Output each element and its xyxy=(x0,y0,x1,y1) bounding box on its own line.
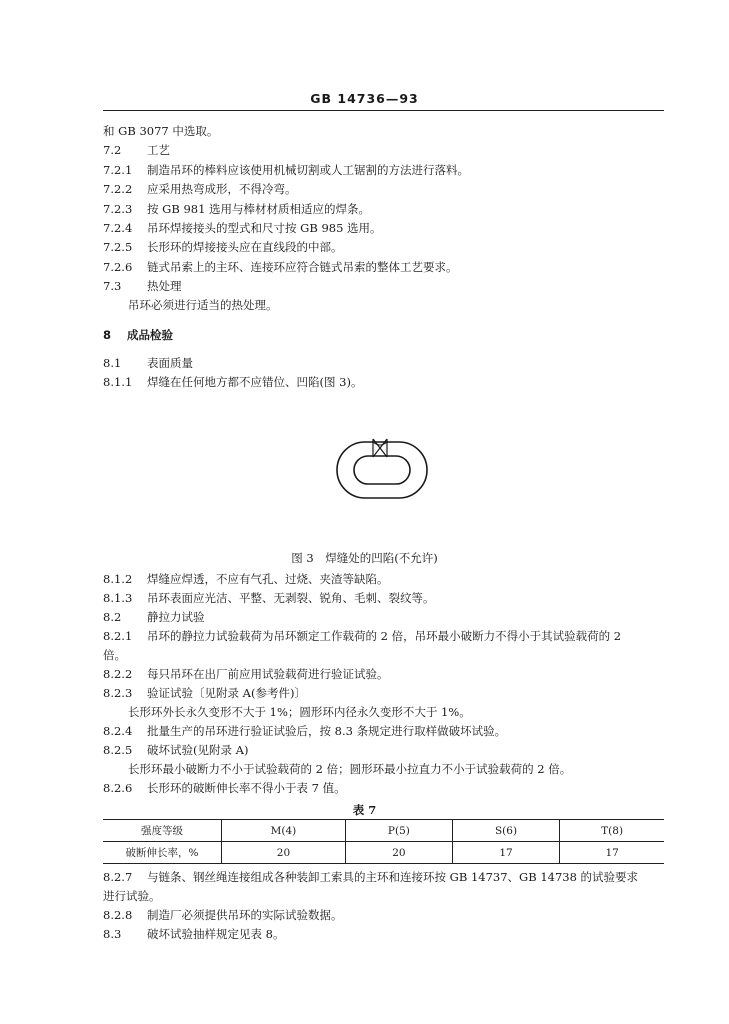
clause-line: 8.2.8 制造厂必须提供吊环的实际试验数据。 xyxy=(103,908,343,922)
table-cell: 17 xyxy=(452,842,559,864)
section-heading: 7.3 热处理 xyxy=(103,279,182,293)
chapter-heading: 8 成品检验 xyxy=(103,328,173,342)
clause-line: 8.2.4 批量生产的吊环进行验证试验后，按 8.3 条规定进行取样做破坏试验。 xyxy=(103,724,507,738)
clause-line: 7.2.5 长形环的焊接接头应在直线段的中部。 xyxy=(103,240,343,254)
clause-line: 8.2.6 长形环的破断伸长率不得小于表 7 值。 xyxy=(103,781,346,795)
text-line: 进行试验。 xyxy=(103,889,161,903)
clause-line: 8.2.2 每只吊环在出厂前应用试验载荷进行验证试验。 xyxy=(103,667,389,681)
figure-caption: 图 3 焊缝处的凹陷(不允许) xyxy=(291,551,438,565)
weld-dent-figure xyxy=(335,436,429,502)
clause-line: 8.2.7 与链条、钢丝绳连接组成各种装卸工索具的主环和连接环按 GB 14737、GB 14738 的试验要求 xyxy=(103,870,639,884)
text-line: 吊环必须进行适当的热处理。 xyxy=(128,298,278,312)
table-cell: 20 xyxy=(222,842,346,864)
table-title: 表 7 xyxy=(352,803,377,817)
table-cell: 20 xyxy=(345,842,452,864)
section-heading: 7.2 工艺 xyxy=(103,143,170,157)
text-line: 长形环外长永久变形不大于 1%；圆形环内径永久变形不大于 1%。 xyxy=(128,705,471,719)
clause-line: 7.2.3 按 GB 981 选用与棒材材质相适应的焊条。 xyxy=(103,202,371,216)
clause-line: 8.2.1 吊环的静拉力试验载荷为吊环额定工作载荷的 2 倍，吊环最小破断力不得小于其试验载荷的 2 xyxy=(103,629,622,643)
clause-line: 7.2.6 链式吊索上的主环、连接环应符合链式吊索的整体工艺要求。 xyxy=(103,260,458,274)
section-heading: 8.2 静拉力试验 xyxy=(103,610,205,624)
page-header: GB 14736—93 xyxy=(310,91,419,106)
table-cell: M(4) xyxy=(222,820,346,842)
text-line: 长形环最小破断力不小于试验载荷的 2 倍；圆形环最小拉直力不小于试验载荷的 2 倍。 xyxy=(128,762,572,776)
clause-line: 7.2.4 吊环焊接接头的型式和尺寸按 GB 985 选用。 xyxy=(103,221,382,235)
table-header-row xyxy=(103,820,664,842)
table-cell: S(6) xyxy=(452,820,559,842)
text-line: 和 GB 3077 中选取。 xyxy=(103,124,219,138)
table-cell: T(8) xyxy=(560,820,664,842)
section-heading: 8.1 表面质量 xyxy=(103,356,193,370)
clause-line: 8.2.5 破坏试验(见附录 A) xyxy=(103,743,249,757)
clause-line: 8.1.2 焊缝应焊透，不应有气孔、过烧、夹渣等缺陷。 xyxy=(103,572,389,586)
clause-line: 7.2.2 应采用热弯成形，不得冷弯。 xyxy=(103,182,297,196)
table-cell: P(5) xyxy=(345,820,452,842)
section-heading: 8.3 破坏试验抽样规定见表 8。 xyxy=(103,927,285,941)
text-line: 倍。 xyxy=(103,648,126,662)
table-cell: 17 xyxy=(560,842,664,864)
clause-line: 8.1.3 吊环表面应光洁、平整、无剥裂、锐角、毛刺、裂纹等。 xyxy=(103,591,435,605)
table-cell: 强度等级 xyxy=(103,820,222,842)
table-cell: 破断伸长率，% xyxy=(103,842,222,864)
clause-line: 8.1.1 焊缝在任何地方都不应错位、凹陷(图 3)。 xyxy=(103,375,363,389)
table-row xyxy=(103,842,664,864)
table-7 xyxy=(103,819,664,864)
header-rule xyxy=(103,110,664,111)
clause-line: 8.2.3 验证试验〔见附录 A(参考件)〕 xyxy=(103,686,306,700)
clause-line: 7.2.1 制造吊环的棒料应该使用机械切割或人工锯割的方法进行落料。 xyxy=(103,163,469,177)
